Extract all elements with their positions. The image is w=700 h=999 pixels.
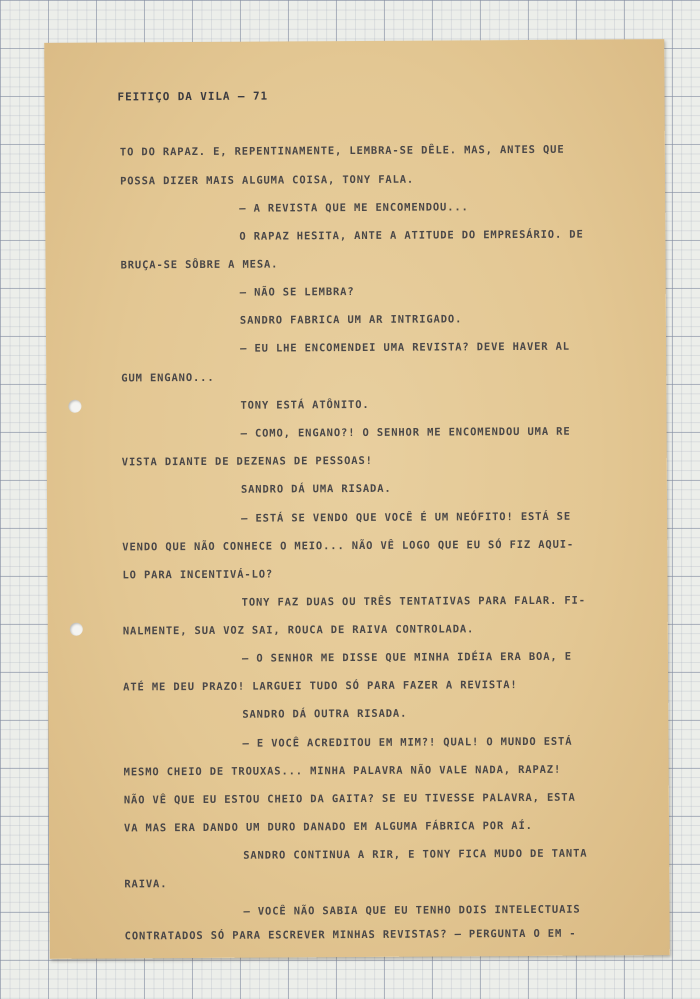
text-line: TONY FAZ DUAS OU TRÊS TENTATIVAS PARA FALAR. FI- xyxy=(241,594,586,609)
text-line: TONY ESTÁ ATÔNITO. xyxy=(240,398,370,412)
page-header: FEITIÇO DA VILA — 71 xyxy=(117,89,269,104)
text-line: NALMENTE, SUA VOZ SAI, ROUCA DE RAIVA CONTROLADA. xyxy=(122,623,475,638)
text-line: — A REVISTA QUE ME ENCOMENDOU... xyxy=(239,201,469,215)
text-line: SANDRO CONTINUA A RIR, E TONY FICA MUDO DE TANTA xyxy=(243,847,588,862)
text-line: VISTA DIANTE DE DEZENAS DE PESSOAS! xyxy=(121,454,373,469)
text-line: LO PARA INCENTIVÁ-LO? xyxy=(122,568,274,582)
text-line: CONTRATADOS SÓ PARA ESCREVER MINHAS REVISTAS? — PERGUNTA O EM - xyxy=(124,927,577,943)
text-line: O RAPAZ HESITA, ANTE A ATITUDE DO EMPRESÁRIO. DE xyxy=(239,228,584,243)
text-line: SANDRO DÁ UMA RISADA. xyxy=(240,482,392,496)
punch-hole-top xyxy=(68,400,81,413)
text-line: — E VOCÊ ACREDITOU EM MIM?! QUAL! O MUNDO ESTÁ xyxy=(242,735,573,750)
typewritten-page xyxy=(44,39,670,959)
punch-hole-bottom xyxy=(70,623,83,636)
text-line: — O SENHOR ME DISSE QUE MINHA IDÉIA ERA BOA, E xyxy=(241,650,572,665)
text-line: POSSA DIZER MAIS ALGUMA COISA, TONY FALA. xyxy=(120,173,415,188)
text-line: BRUÇA-SE SÔBRE A MESA. xyxy=(120,258,279,272)
text-line: — COMO, ENGANO?! O SENHOR ME ENCOMENDOU UMA RE xyxy=(240,425,571,440)
text-line: RAIVA. xyxy=(124,878,168,891)
text-line: GUM ENGANO... xyxy=(121,371,215,385)
text-line: VENDO QUE NÃO CONHECE O MEIO... NÃO VÊ LOGO QUE EU SÓ FIZ AQUI- xyxy=(122,538,575,554)
text-line: — VOCÊ NÃO SABIA QUE EU TENHO DOIS INTELECTUAIS xyxy=(243,903,581,918)
text-line: NÃO VÊ QUE EU ESTOU CHEIO DA GAITA? SE EU TIVESSE PALAVRA, ESTA xyxy=(123,791,576,807)
text-line: — EU LHE ENCOMENDEI UMA REVISTA? DEVE HAVER AL xyxy=(240,340,571,355)
text-line: MESMO CHEIO DE TROUXAS... MINHA PALAVRA NÃO VALE NADA, RAPAZ! xyxy=(123,763,562,779)
text-line: VA MAS ERA DANDO UM DURO DANADO EM ALGUMA FÁBRICA POR AÍ. xyxy=(123,819,533,835)
text-line: TO DO RAPAZ. E, REPENTINAMENTE, LEMBRA-SE DÊLE. MAS, ANTES QUE xyxy=(119,143,565,159)
text-line: SANDRO FABRICA UM AR INTRIGADO. xyxy=(239,313,463,327)
text-line: SANDRO DÁ OUTRA RISADA. xyxy=(242,707,408,721)
text-line: — NÃO SE LEMBRA? xyxy=(239,286,355,299)
text-line: — ESTÁ SE VENDO QUE VOCÊ É UM NEÓFITO! ESTÁ SE xyxy=(241,510,572,525)
text-line: ATÉ ME DEU PRAZO! LARGUEI TUDO SÓ PARA FAZER A REVISTA! xyxy=(123,679,518,694)
